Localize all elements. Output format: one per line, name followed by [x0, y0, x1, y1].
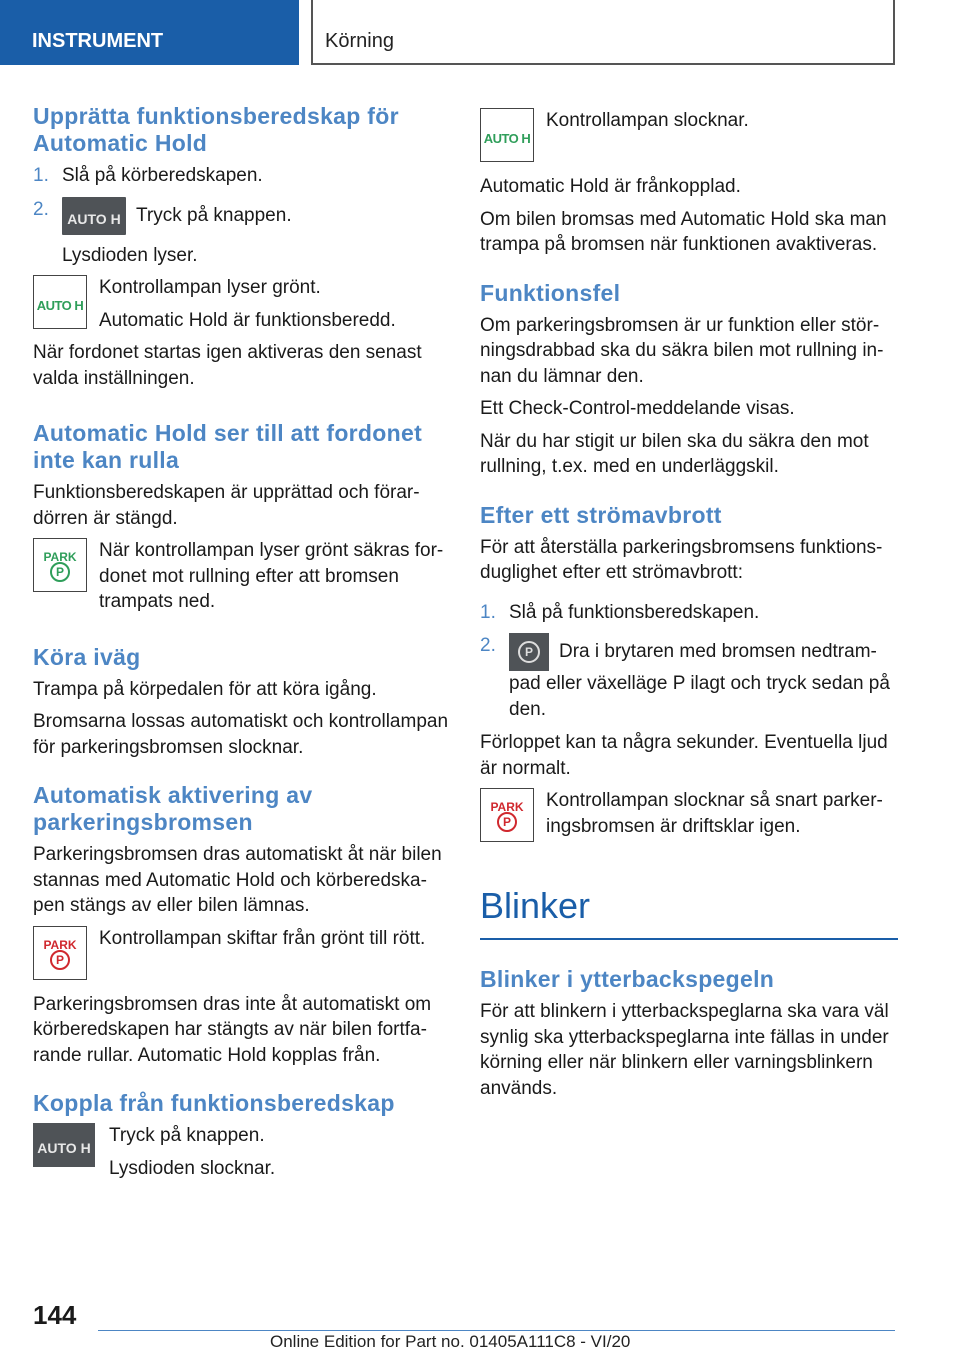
- step-text: [509, 633, 898, 722]
- step-2-label: Tryck på knappen.: [136, 204, 292, 226]
- parking-brake-switch-icon: [509, 633, 549, 671]
- auto-apply-text: Parkeringsbromsen dras automatiskt åt när bilen stannas med Automatic Hold och körberedskapen stängs av eller bilen lämnas.: [33, 844, 442, 916]
- hold-off-text: Automatic Hold är frånkopplad.: [480, 176, 741, 197]
- lamp-off-ready-text: Kontrollampan slocknar så snart parkeringsbromsen är driftsklar igen.: [546, 790, 883, 837]
- heading-deactivate: Koppla från funktionsberedskap: [33, 1090, 395, 1116]
- auto-hold-button-label: AUTO H: [37, 1140, 91, 1156]
- lamp-off-text: Kontrollampan slocknar.: [546, 110, 749, 131]
- right-column: [480, 100, 898, 1108]
- left-column: [33, 100, 451, 1196]
- power-text: För att återställa parkeringsbromsens funktionsduglighet efter ett strömavbrott:: [480, 536, 883, 583]
- mirror-text: För att blinkern i ytterbackspeglarna ska vara väl synlig ska ytterbackspeglarna inte fällas in under körning eller när blinkern eller varningsblinkern används.: [480, 1001, 889, 1099]
- heading-blinker: Blinker: [480, 886, 898, 940]
- footer-divider: [98, 1330, 895, 1331]
- no-rollaway-text: Funktionsberedskapen är upprättad och förardörren är stängd.: [33, 482, 420, 529]
- malfunction-text-2: Ett Check-Control-meddelande visas.: [480, 398, 795, 419]
- drive-text-2: Bromsarna lossas automatiskt och kontrollampan för parkeringsbromsen slocknar.: [33, 711, 449, 758]
- hold-ready-text: Automatic Hold är funktionsberedd.: [99, 309, 396, 331]
- heading-mirror-blinker: Blinker i ytterbackspegeln: [480, 966, 775, 992]
- malfunction-text-1: Om parkeringsbromsen är ur funktion eller störningsdrabbad ska du säkra bilen mot rullning innan du lämnar den.: [480, 314, 884, 387]
- step-number: 1.: [480, 601, 496, 623]
- park-label: PARK: [490, 800, 524, 814]
- step-2: [33, 197, 451, 235]
- lamp-green-text: Kontrollampan lyser grönt.: [99, 277, 321, 298]
- p-circle-icon: P: [518, 641, 540, 663]
- heading-malfunction: Funktionsfel: [480, 279, 621, 306]
- auto-hold-button-icon: [62, 197, 126, 235]
- park-red-icon: [480, 788, 534, 842]
- process-text: Förloppet kan ta några sekunder. Eventuella ljud är normalt.: [480, 732, 888, 779]
- led-on-text: Lysdioden lyser.: [62, 244, 198, 266]
- park-label: PARK: [43, 937, 77, 952]
- auto-hold-indicator-label: AUTO H: [483, 131, 531, 146]
- heading-drive-off: Köra iväg: [33, 643, 141, 670]
- heading-auto-apply: Automatisk aktivering av parkeringsbromsen: [33, 782, 313, 835]
- lamp-off-block: [480, 108, 898, 166]
- auto-hold-green-icon: [33, 275, 87, 329]
- p-circle-icon: P: [50, 950, 70, 970]
- step-number: 1.: [33, 165, 49, 186]
- power-step-2: [480, 633, 898, 722]
- step-1: [33, 163, 451, 189]
- park-green-block: [33, 538, 451, 622]
- heading-no-rollaway: Automatic Hold ser till att fordonet inte kan rulla: [33, 420, 423, 473]
- p-circle-icon: P: [497, 812, 517, 832]
- park-red-icon: [33, 926, 87, 980]
- deactivate-block: [33, 1123, 451, 1188]
- restart-text: När fordonet startas igen aktiveras den senast valda inställningen.: [33, 342, 422, 389]
- park-red-block-2: [480, 788, 898, 846]
- secure-text: När kontrollampan lyser grönt säkras fordonet mot rullning efter att bromsen trampats ned.: [99, 540, 444, 612]
- p-circle-icon: P: [50, 562, 70, 582]
- auto-hold-indicator-label: AUTO H: [36, 298, 84, 313]
- brake-note-text: Om bilen bromsas med Automatic Hold ska man trampa på bromsen när funktionen avaktiveras.: [480, 208, 887, 255]
- footer-edition: Online Edition for Part no. 01405A111C8 - VI/20: [270, 1332, 631, 1351]
- step-text: Slå på körberedskapen.: [62, 165, 263, 186]
- lamp-green-block: [33, 275, 451, 398]
- section-tab: INSTRUMENT: [0, 0, 299, 65]
- park-green-icon: [33, 538, 87, 592]
- lamp-change-text: Kontrollampan skiftar från grönt till rött.: [99, 927, 426, 949]
- park-label: PARK: [43, 550, 77, 564]
- heading-power-failure: Efter ett strömavbrott: [480, 501, 722, 528]
- step-text: Slå på funktionsberedskapen.: [509, 601, 760, 623]
- page-number: 144: [33, 1300, 77, 1330]
- malfunction-text-3: När du har stigit ur bilen ska du säkra den mot rullning, t.ex. med en underläggskil.: [480, 430, 869, 477]
- press-text: Tryck på knappen.: [109, 1125, 265, 1146]
- drive-text-1: Trampa på körpedalen för att köra igång.: [33, 678, 377, 700]
- auto-hold-green-icon: [480, 108, 534, 162]
- power-step-1: [480, 600, 898, 626]
- led-off-text: Lysdioden slocknar.: [109, 1157, 276, 1179]
- chapter-title: Körning: [311, 0, 895, 65]
- auto-hold-button-icon: [33, 1123, 95, 1167]
- heading-ready: Upprätta funktionsberedskap för Automatic Hold: [33, 103, 399, 156]
- step-text: [62, 197, 451, 235]
- step-2-label: Dra i brytaren med bromsen nedtrampad eller växelläge P ilagt och tryck sedan på den.: [509, 641, 890, 720]
- park-red-block: [33, 926, 451, 984]
- step-number: 2.: [33, 198, 49, 220]
- step-number: 2.: [480, 635, 496, 656]
- not-applied-text: Parkeringsbromsen dras inte åt automatiskt om körberedskapen har stängts av när bilen fortfarande rullar. Automatic Hold kopplas från.: [33, 993, 432, 1066]
- auto-hold-button-label: AUTO H: [67, 210, 121, 227]
